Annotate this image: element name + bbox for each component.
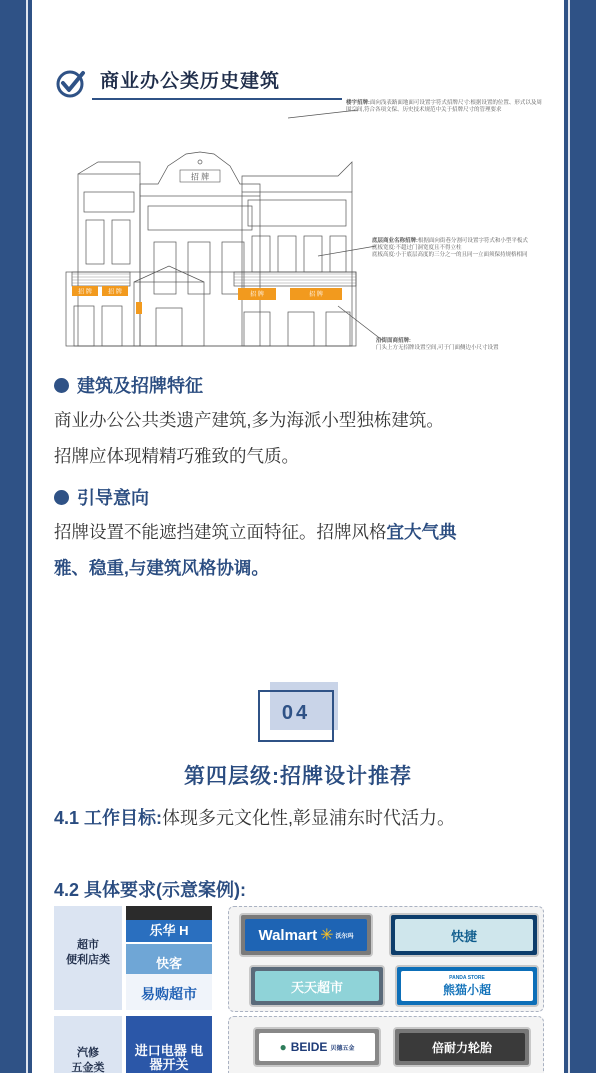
note-top-label: 楼宇招牌: — [346, 100, 370, 106]
sign-example-beide — [253, 1027, 381, 1067]
category-line-1: 汽修 — [77, 1047, 99, 1059]
photo-storefront-1 — [126, 906, 212, 942]
sign-examples-hardware — [228, 1016, 544, 1073]
goal-label: 4.1 工作目标: — [54, 808, 163, 828]
guide-line-1: 招牌设置不能遮挡建筑立面特征。招牌风格 — [54, 522, 387, 542]
level-number: 04 — [281, 702, 311, 724]
level-number-badge — [258, 690, 334, 742]
photo-text: 快客 — [155, 956, 182, 971]
sign-text: Walmart — [258, 926, 318, 944]
photo-storefront-3 — [126, 974, 212, 1010]
goal-text: 体现多元文化性,彰显浦东时代活力。 — [162, 808, 456, 828]
note-top-text: 面向浅表路面地面可设置字符式招牌尺寸:根据设置的位置、形式以及周围空间,符合各项文保、历史技术规范中关于招牌尺寸的管理要求 — [346, 100, 542, 113]
requirements-label: 4.2 具体要求(示意案例): — [54, 880, 247, 900]
photo-storefront-4 — [126, 1016, 212, 1073]
check-circle-icon — [56, 68, 86, 98]
sign-example-walmart — [239, 913, 373, 957]
sign-text: 熊猫小超 — [442, 982, 491, 997]
category-hardware — [54, 1016, 122, 1073]
sign-text: 倍耐力轮胎 — [431, 1040, 492, 1055]
features-heading — [54, 372, 203, 398]
top-sign-text: 招 牌 — [190, 172, 210, 182]
features-line-1: 商业办公公共类遗产建筑,多为海派小型独栋建筑。 — [54, 410, 444, 430]
building-elevation-illustration — [58, 96, 544, 362]
sign-sub: 沃尔玛 — [335, 933, 354, 940]
note-mid-label: 底层商业名称招牌: — [372, 238, 418, 244]
category-line-2: 便利店类 — [66, 954, 110, 966]
note-bottom-label: 沿街面商招牌: — [376, 338, 411, 344]
note-bottom-text: 门头上方无招牌设置空间,可于门面侧边小尺寸设置 — [376, 345, 499, 351]
sparkle-icon: ✳ — [320, 927, 334, 944]
category-supermarket — [54, 906, 122, 1010]
note-mid-text: 根据面向街巷分割可设置字符式和小型平板式 — [417, 238, 528, 244]
note-mid — [372, 238, 542, 259]
guide-emphasis-1: 宜大气典 — [386, 522, 457, 542]
bullet-dot-icon — [54, 378, 69, 393]
features-heading-text: 建筑及招牌特征 — [77, 376, 203, 396]
guide-heading-text: 引导意向 — [77, 488, 149, 508]
sign-example-tiantian — [249, 965, 385, 1007]
sign-examples-supermarket — [228, 906, 544, 1012]
bulb-icon: ● — [279, 1040, 287, 1054]
guide-text — [54, 514, 546, 586]
work-goal — [54, 800, 546, 836]
ground-sign-text-4: 招 牌 — [309, 292, 323, 298]
photo-text: 乐华 H — [149, 923, 189, 938]
category-line-1: 超市 — [77, 939, 99, 951]
frame-line-left — [26, 0, 28, 1073]
note-top — [346, 100, 542, 114]
ground-sign-text-3: 招 牌 — [250, 292, 264, 298]
features-text — [54, 402, 546, 474]
note-mid-text2: 底板宽度:不超过门洞宽度且不得立柱 — [372, 245, 462, 251]
guide-emphasis-2: 雅、稳重,与建筑风格协调。 — [54, 558, 269, 578]
sign-example-kuaijie — [389, 913, 539, 957]
sign-example-tyre — [393, 1027, 531, 1067]
photo-text: 易购超市 — [141, 986, 197, 1002]
sign-sub: 贝德五金 — [330, 1045, 355, 1052]
sign-example-panda — [395, 965, 539, 1007]
sign-text: 快捷 — [450, 928, 477, 944]
note-mid-text3: 底板高度:小于底层高度的三分之一的且同一立面须保持规格相同 — [372, 252, 528, 258]
category-line-2: 五金类 — [71, 1062, 105, 1073]
frame-line-right — [568, 0, 570, 1073]
note-bottom — [376, 338, 542, 352]
level-title: 第四层级:招牌设计推荐 — [184, 765, 412, 788]
bullet-dot-icon — [54, 490, 69, 505]
guide-heading — [54, 484, 149, 510]
ground-sign-text-1: 招 牌 — [78, 289, 92, 296]
ground-sign-text-2: 招 牌 — [108, 289, 122, 296]
sign-text: 天天超市 — [290, 979, 343, 995]
sign-text: BEIDE — [290, 1040, 328, 1054]
sign-sub: PANDA STORE — [449, 974, 485, 981]
section-title: 商业办公类历史建筑 — [100, 71, 281, 92]
features-line-2: 招牌应体现精精巧雅致的气质。 — [54, 446, 299, 466]
photo-text: 进口电器 电器开关 — [134, 1043, 204, 1072]
